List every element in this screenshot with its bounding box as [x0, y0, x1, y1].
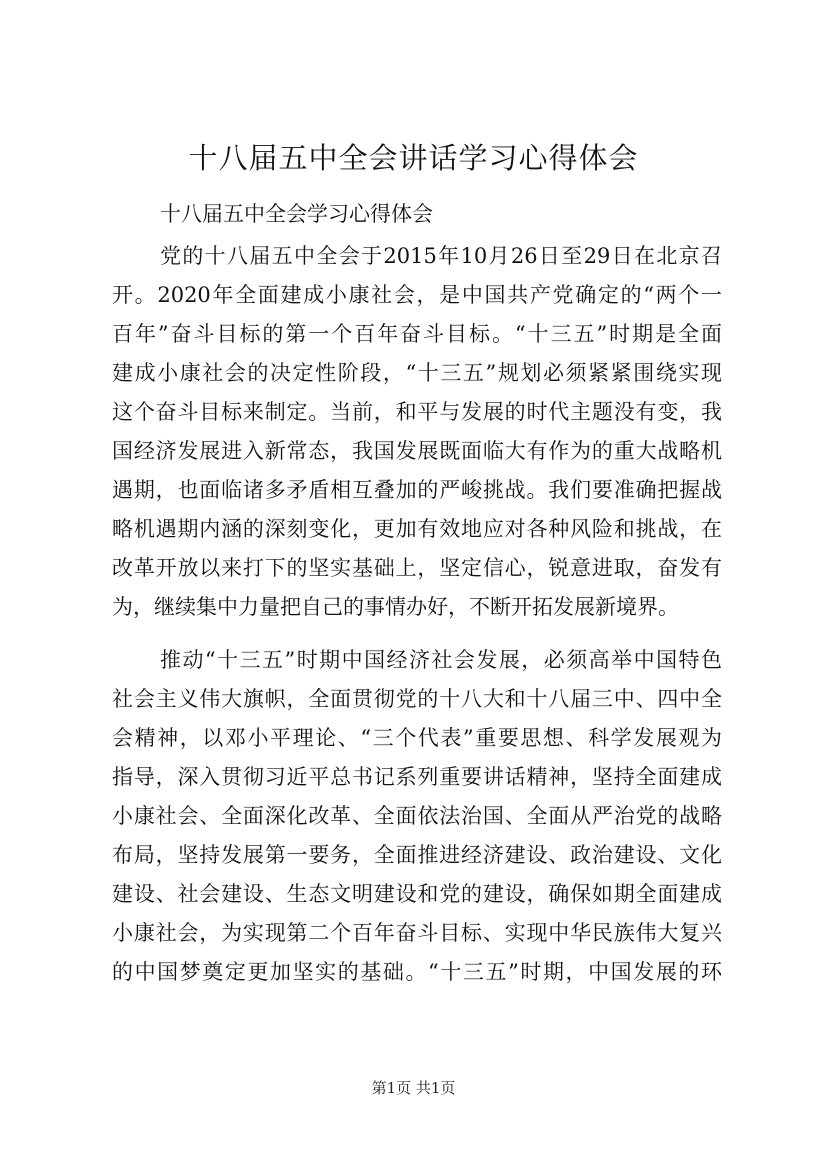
paragraph-1 [112, 237, 722, 627]
document-title: 十八届五中全会讲话学习心得体会 [188, 141, 639, 175]
text-line: 开。2020年全面建成小康社会，是中国共产党确定的“两个一 [112, 283, 722, 307]
paragraph-spacer [112, 627, 722, 641]
text-line: 指导，深入贯彻习近平总书记系列重要讲话精神，坚持全面建成 [112, 765, 722, 789]
document-body [112, 237, 722, 992]
paragraph-2 [112, 641, 722, 992]
document-subtitle: 十八届五中全会学习心得体会 [160, 202, 433, 226]
text-line: 为，继续集中力量把自己的事情办好，不断开拓发展新境界。 [112, 595, 679, 619]
text-line: 改革开放以来打下的坚实基础上，坚定信心，锐意进取，奋发有 [112, 556, 722, 580]
text-line: 小康社会、全面深化改革、全面依法治国、全面从严治党的战略 [112, 804, 722, 828]
text-line: 的中国梦奠定更加坚实的基础。“十三五”时期，中国发展的环 [112, 960, 722, 984]
text-line: 略机遇期内涵的深刻变化，更加有效地应对各种风险和挑战，在 [112, 517, 722, 541]
text-line: 建设、社会建设、生态文明建设和党的建设，确保如期全面建成 [112, 882, 722, 906]
text-line: 这个奋斗目标来制定。当前，和平与发展的时代主题没有变，我 [112, 400, 722, 424]
text-line: 国经济发展进入新常态，我国发展既面临大有作为的重大战略机 [112, 439, 722, 463]
text-line: 百年”奋斗目标的第一个百年奋斗目标。“十三五”时期是全面 [112, 322, 722, 346]
text-line: 党的十八届五中全会于2015年10月26日至29日在北京召 [160, 244, 722, 268]
text-line: 布局，坚持发展第一要务，全面推进经济建设、政治建设、文化 [112, 843, 722, 867]
text-line: 小康社会，为实现第二个百年奋斗目标、实现中华民族伟大复兴 [112, 921, 722, 945]
text-line: 遇期，也面临诸多矛盾相互叠加的严峻挑战。我们要准确把握战 [112, 478, 722, 502]
text-line: 推动“十三五”时期中国经济社会发展，必须高举中国特色 [160, 648, 722, 672]
text-line: 会精神，以邓小平理论、“三个代表”重要思想、科学发展观为 [112, 726, 722, 750]
text-line: 建成小康社会的决定性阶段，“十三五”规划必须紧紧围绕实现 [112, 361, 722, 385]
text-line: 社会主义伟大旗帜，全面贯彻党的十八大和十八届三中、四中全 [112, 687, 722, 711]
page-number-footer: 第1页 共1页 [371, 1079, 456, 1097]
